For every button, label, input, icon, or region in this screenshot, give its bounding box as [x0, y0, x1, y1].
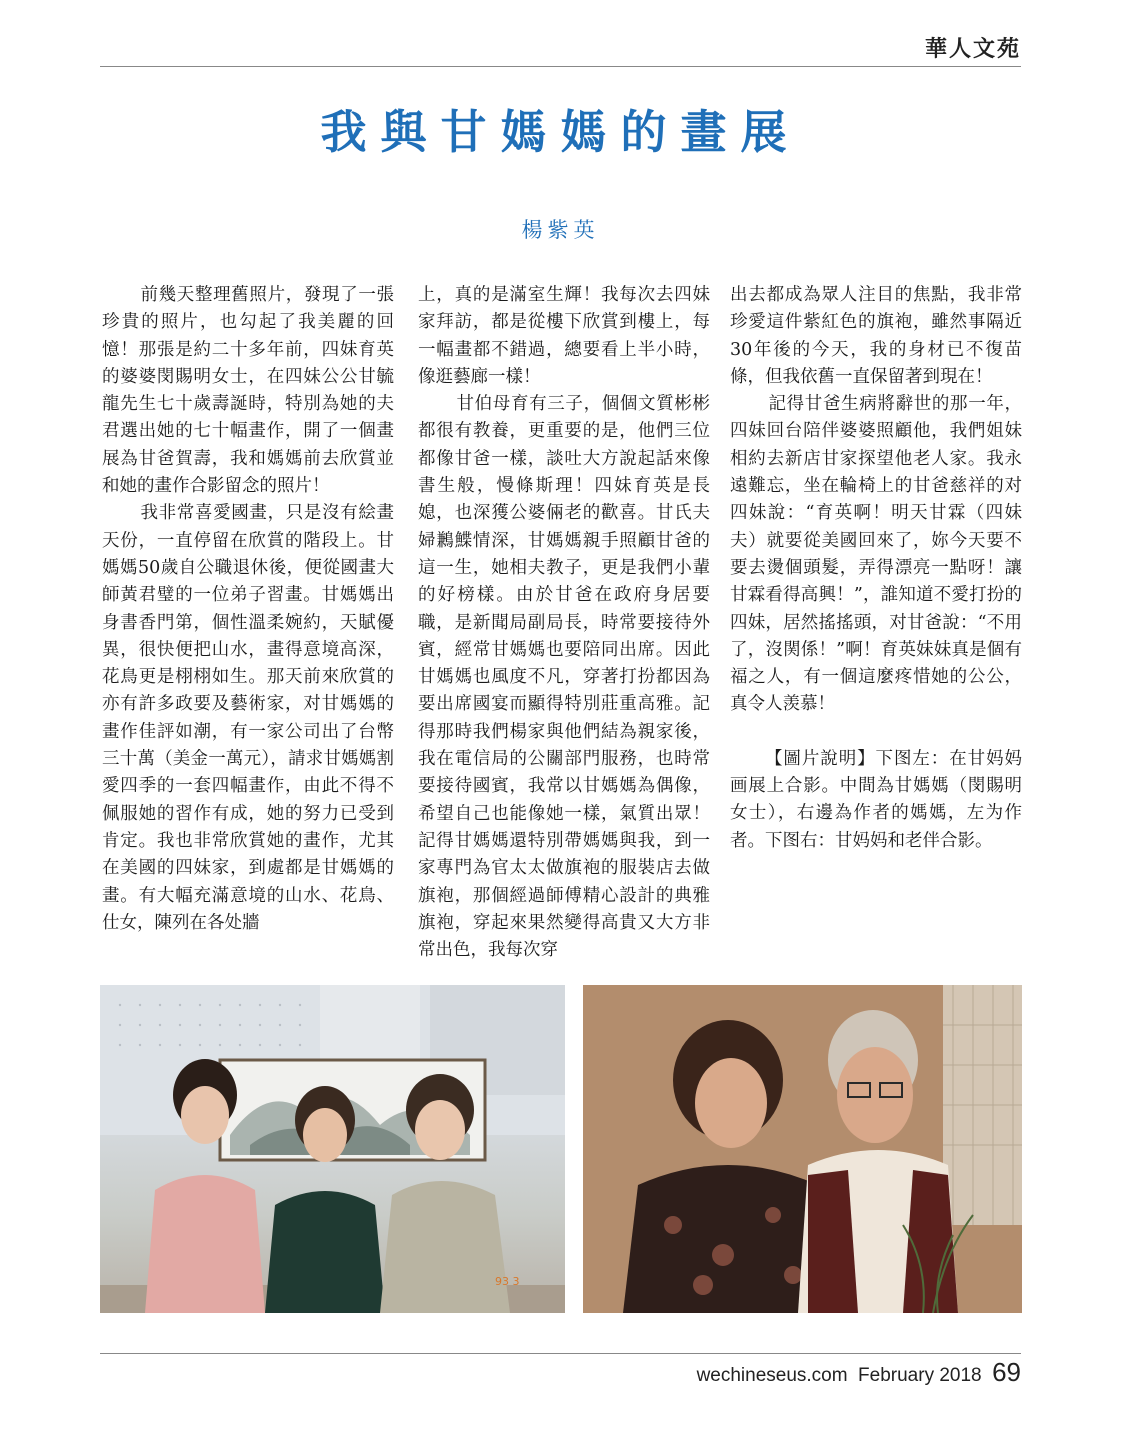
paragraph: 前幾天整理舊照片，發現了一張珍貴的照片，也勾起了我美麗的回憶！那張是約二十多年前，四妹育英的婆婆閔賜明女士，在四妹公公甘毓龍先生七十歲壽誕時，特別為她的夫君選出她的七十幅畫作，開了一個畫展為甘爸賀壽，我和媽媽前去欣賞並和她的畫作合影留念的照片！ [102, 285, 394, 497]
article-title: 我與甘媽媽的畫展 [320, 105, 801, 159]
section-label: 華人文苑 [924, 37, 1021, 62]
photo-exhibition-group [100, 985, 565, 1313]
paragraph: 我非常喜愛國畫，只是沒有絵畫天份，一直停留在欣賞的階段上。甘媽媽50歲自公職退休後，便從國畫大師黃君璧的一位弟子習畫。甘媽媽出身書香門第，個性溫柔婉約，天賦優異，很快便把山水，畫得意境高深，花鳥更是栩栩如生。那天前來欣賞的亦有許多政要及藝術家，对甘媽媽的畫作佳評如潮，有一家公司出了台幣三十萬（美金一萬元），請求甘媽媽割愛四季的一套四幅畫作，由此不得不佩服她的習作有成，她的努力已受到肯定。我也非常欣賞她的畫作，尤其在美國的四妹家，到處都是甘媽媽的畫。有大幅充滿意境的山水、花鳥、仕女，陳列在各处牆 [102, 503, 394, 933]
page-footer [697, 1357, 1021, 1388]
page-number: 69 [992, 1357, 1021, 1387]
paragraph: 出去都成為眾人注目的焦點，我非常珍愛這件紫紅色的旗袍，雖然事隔近30年後的今天，我的身材已不復苗條，但我依舊一直保留著到現在！ [730, 285, 1022, 387]
photo-caption: 【圖片說明】下图左：在甘妈妈画展上合影。中間為甘媽媽（閔賜明女士），右邊為作者的媽媽，左为作者。下图右：甘妈妈和老伴合影。 [730, 748, 1022, 851]
footer-date: February 2018 [858, 1365, 982, 1386]
footer-site: wechineseus.com [696, 1365, 848, 1386]
paragraph: 記得甘爸生病將辭世的那一年，四妹回台陪伴婆婆照顧他，我們姐妹相約去新店甘家探望他老人家。我永遠難忘，坐在輪椅上的甘爸慈祥的对四妹說：“育英啊！明天甘霖（四妹夫）就要從美國回來了，妳今天要不要去燙個頭髮，弄得漂亮一點呀！讓甘霖看得高興！”，誰知道不愛打扮的四妹，居然搖搖頭，对甘爸說：“不用了，沒関係！”啊！育英妹妹真是個有福之人，有一個這麼疼惜她的公公，真令人羡慕！ [730, 394, 1022, 715]
header-rule [100, 66, 1021, 67]
text-column-3 [730, 282, 1022, 855]
photo-couple [583, 985, 1022, 1313]
text-column-1 [102, 282, 394, 937]
article-author: 楊紫英 [521, 218, 600, 242]
text-column-2 [418, 282, 710, 964]
paragraph: 甘伯母育有三子，個個文質彬彬都很有教養，更重要的是，他們三位都像甘爸一樣，談吐大方說起話來像書生般，慢條斯理！四妹育英是長媳，也深獲公婆倆老的歡喜。甘氏夫婦鶼鰈情深，甘媽媽親手照顧甘爸的這一生，她相夫教子，更是我們小輩的好榜樣。由於甘爸在政府身居要職，是新聞局副局長，時常要接待外賓，經常甘媽媽也要陪同出席。因此甘媽媽也風度不凡，穿著打扮都因為要出席國宴而顯得特別莊重高雅。記得那時我們楊家與他們結為親家後，我在電信局的公關部門服務，也時常要接待國賓，我常以甘媽媽為偶像，希望自己也能像她一樣，氣質出眾！記得甘媽媽還特別帶媽媽與我，到一家專門為官太太做旗袍的服裝店去做旗袍，那個經過師傅精心設計的典雅旗袍，穿起來果然變得高貴又大方非常出色，我每次穿 [418, 394, 710, 961]
footer-rule [100, 1353, 1021, 1354]
paragraph: 上，真的是滿室生輝！我每次去四妹家拜訪，都是從樓下欣賞到樓上，每一幅畫都不錯過，總要看上半小時，像逛藝廊一樣！ [418, 285, 710, 387]
photo-date-stamp: 93 3 [495, 1275, 520, 1288]
